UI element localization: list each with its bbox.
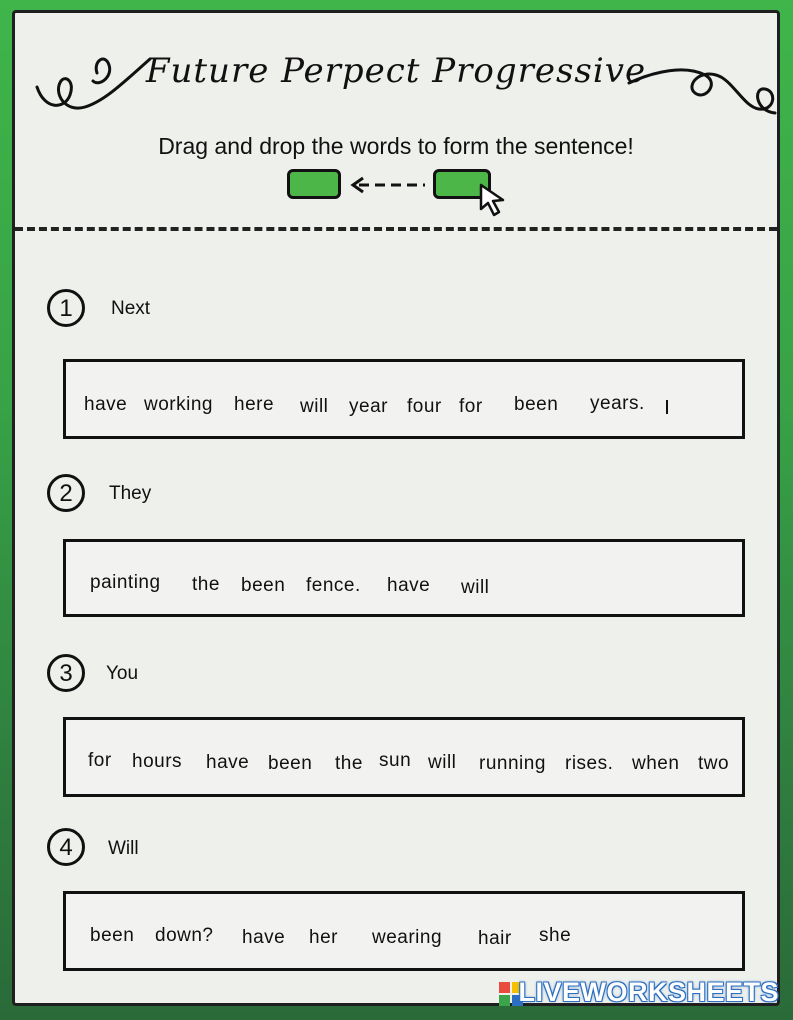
word-chip[interactable]: been	[90, 925, 135, 946]
page-title: Future Perpect Progressive	[145, 51, 647, 91]
answer-box-2[interactable]	[63, 539, 745, 617]
word-chip[interactable]: rises.	[565, 753, 614, 774]
word-chip[interactable]: will	[428, 752, 457, 773]
word-chip[interactable]: wearing	[372, 927, 443, 948]
word-chip[interactable]: four	[407, 396, 442, 417]
word-chip[interactable]: her	[309, 927, 338, 948]
word-chip[interactable]: the	[335, 753, 363, 774]
demo-target-box	[287, 169, 341, 199]
word-chip[interactable]: hair	[478, 928, 512, 949]
worksheet	[12, 10, 780, 1006]
word-chip[interactable]: been	[241, 575, 286, 596]
word-chip[interactable]: working	[144, 394, 213, 415]
answer-box-4[interactable]	[63, 891, 745, 971]
sentence-starter-2: They	[109, 483, 152, 504]
word-chip[interactable]: running	[479, 753, 546, 774]
question-number-1: 1	[47, 289, 85, 327]
sentence-starter-3: You	[106, 663, 139, 684]
word-chip[interactable]: have	[84, 394, 128, 415]
word-chip[interactable]: painting	[90, 572, 161, 593]
word-chip[interactable]: been	[514, 394, 559, 415]
word-chip[interactable]: when	[632, 753, 680, 774]
answer-box-3[interactable]	[63, 717, 745, 797]
cursor-icon	[475, 181, 515, 221]
word-chip[interactable]: years.	[590, 393, 645, 414]
word-chip[interactable]: down?	[155, 925, 214, 946]
word-chip[interactable]: have	[206, 752, 250, 773]
word-chip[interactable]: been	[268, 753, 313, 774]
question-number-2: 2	[47, 474, 85, 512]
sentence-starter-1: Next	[111, 298, 151, 319]
word-chip[interactable]: will	[300, 396, 329, 417]
word-chip[interactable]: fence.	[306, 575, 361, 596]
instruction-text: Drag and drop the words to form the sentence!	[158, 133, 634, 159]
question-number-4: 4	[47, 828, 85, 866]
word-chip[interactable]: will	[461, 577, 490, 598]
section-divider	[15, 227, 777, 231]
word-chip[interactable]: sun	[379, 750, 412, 771]
word-chip[interactable]: hours	[132, 751, 183, 772]
word-chip[interactable]: for	[459, 396, 483, 417]
word-chip[interactable]: the	[192, 574, 220, 595]
word-chip[interactable]: have	[387, 575, 431, 596]
left-dashed-arrow-icon	[349, 175, 429, 195]
brand-watermark[interactable]: LIVEWORKSHEETS	[518, 977, 779, 1007]
sentence-starter-4: Will	[108, 838, 139, 859]
word-chip[interactable]: two	[698, 753, 730, 774]
text-caret	[666, 400, 668, 414]
question-number-3: 3	[47, 654, 85, 692]
word-chip[interactable]: have	[242, 927, 286, 948]
word-chip[interactable]: year	[349, 396, 388, 417]
word-chip[interactable]: here	[234, 394, 275, 415]
word-chip[interactable]: she	[539, 925, 572, 946]
answer-box-1[interactable]	[63, 359, 745, 439]
word-chip[interactable]: for	[88, 750, 112, 771]
